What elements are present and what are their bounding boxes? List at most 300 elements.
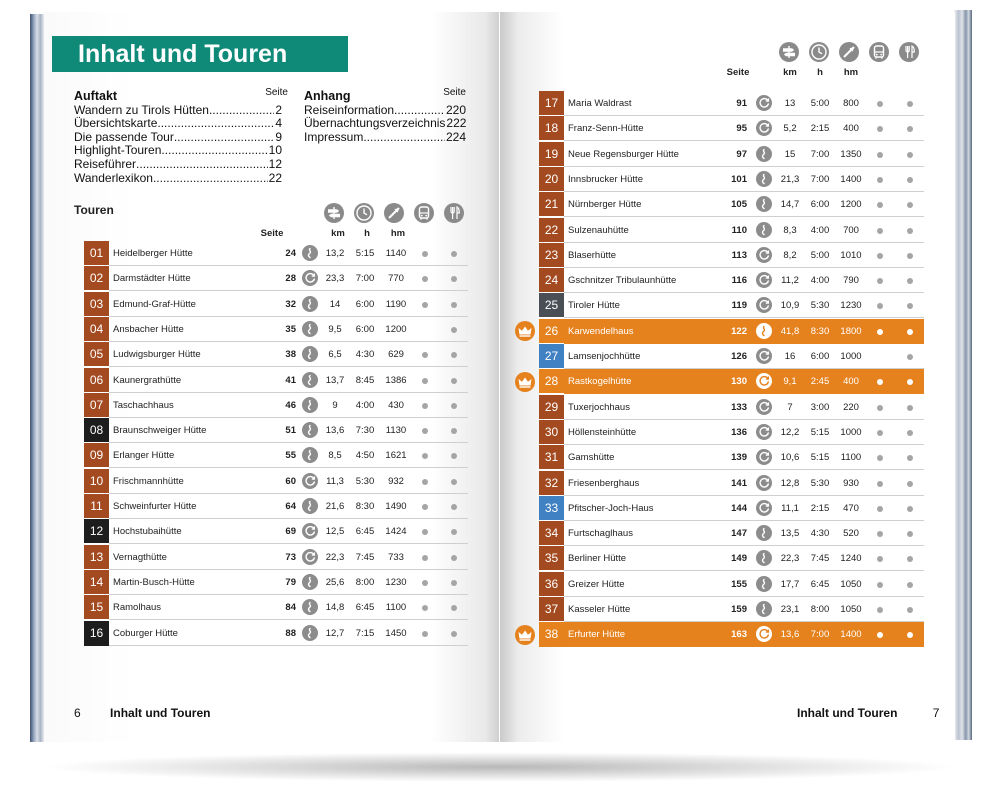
tour-number: 20 [539, 167, 564, 192]
tour-km: 23,1 [780, 604, 800, 615]
tour-row[interactable] [84, 519, 468, 544]
right-seite-column-header: Seite [726, 67, 750, 78]
auftakt-item-page: 22 [268, 170, 282, 185]
tour-number: 23 [539, 243, 564, 268]
tour-km: 8,5 [328, 450, 342, 462]
touren-heading: Touren [74, 203, 114, 217]
tour-name: Gschnitzer Tribulaunhütte [568, 275, 677, 287]
cutlery-icon [444, 203, 464, 223]
auftakt-item [74, 172, 282, 186]
anhang-item [304, 131, 466, 145]
tour-name: Darmstädter Hütte [113, 273, 191, 285]
tour-row[interactable] [84, 621, 468, 646]
linear-tour-icon [756, 171, 772, 187]
footer-left [74, 706, 210, 720]
anhang-item-page: 224 [445, 129, 466, 144]
tour-number: 22 [539, 218, 564, 243]
tour-duration: 8:00 [355, 576, 375, 588]
tour-number: 11 [84, 494, 109, 519]
food-available-dot [451, 327, 457, 333]
auftakt-item-label: Wanderlexikon [74, 170, 153, 185]
tour-km: 12,2 [780, 426, 800, 438]
auftakt-item-dots [161, 144, 267, 158]
round-tour-icon [756, 500, 772, 516]
food-available-dot [907, 202, 913, 208]
bus-available-dot [877, 556, 883, 562]
auftakt-item [74, 117, 282, 131]
tour-row[interactable] [539, 142, 924, 167]
tour-page: 88 [285, 627, 296, 639]
tour-name: Lamsenjochhütte [568, 351, 641, 362]
tour-km: 41,8 [780, 325, 800, 337]
anhang-toc [304, 87, 467, 144]
tour-elevation: 629 [388, 349, 404, 361]
tour-duration: 4:50 [355, 450, 375, 462]
tour-duration: 8:30 [355, 501, 375, 512]
tour-page: 113 [731, 249, 747, 261]
tour-elevation: 1386 [385, 374, 407, 386]
anhang-item-label: Übernachtungsverzeichnis [304, 116, 446, 131]
tour-duration: 5:15 [810, 452, 830, 464]
tour-duration: 4:00 [355, 399, 375, 411]
tour-name: Kaunergrathütte [113, 374, 182, 386]
signpost-icon [779, 42, 799, 62]
bus-available-dot [877, 126, 883, 132]
bus-available-dot [422, 403, 428, 409]
food-available-dot [451, 529, 457, 535]
tour-km: 11,2 [781, 275, 799, 287]
tour-duration: 4:30 [810, 528, 830, 540]
tour-row[interactable] [84, 418, 468, 443]
linear-tour-icon [756, 601, 772, 617]
tour-km: 21,3 [780, 173, 800, 185]
tour-elevation: 400 [843, 123, 859, 135]
tour-number: 03 [84, 292, 109, 317]
tour-km: 12,7 [325, 627, 345, 639]
tour-elevation: 1140 [385, 248, 407, 259]
tour-page: 133 [731, 401, 747, 413]
tour-name: Nürnberger Hütte [568, 199, 642, 211]
tour-page: 55 [285, 450, 296, 462]
highlight-crown-icon [515, 372, 535, 392]
tour-row[interactable] [539, 622, 924, 647]
tour-name: Frischmannhütte [113, 475, 184, 487]
tour-row[interactable] [539, 369, 924, 394]
tour-page: 69 [285, 526, 296, 538]
food-available-dot [907, 228, 913, 234]
tour-row[interactable] [84, 469, 468, 494]
tour-row[interactable] [539, 395, 924, 420]
anhang-item [304, 117, 466, 131]
tour-km: 14,8 [325, 602, 345, 614]
tour-name: Tiroler Hütte [568, 300, 620, 312]
tour-row[interactable] [539, 496, 924, 521]
tour-duration: 5:30 [810, 300, 830, 312]
tour-page: 60 [285, 475, 296, 487]
tour-page: 122 [731, 325, 747, 337]
tour-km: 22,3 [325, 551, 345, 563]
tour-name: Heidelberger Hütte [113, 248, 193, 259]
right-h-column-header: h [817, 67, 823, 78]
tour-page: 116 [731, 275, 747, 287]
food-available-dot [907, 126, 913, 132]
food-available-dot [907, 379, 913, 385]
tour-number: 24 [539, 268, 564, 293]
tour-row[interactable] [539, 268, 924, 293]
anhang-item-label: Impressum [304, 129, 364, 144]
auftakt-item-dots [209, 104, 274, 118]
tour-elevation: 1130 [385, 425, 407, 437]
round-tour-icon [756, 348, 772, 364]
tour-number: 33 [539, 496, 564, 521]
tour-row[interactable] [539, 572, 924, 597]
tour-row[interactable] [539, 218, 924, 243]
auftakt-item-label: Reiseführer [74, 156, 137, 171]
food-available-dot [907, 329, 913, 335]
tour-name: Karwendelhaus [568, 325, 634, 337]
food-available-dot [907, 632, 913, 638]
bus-available-dot [877, 481, 883, 487]
auftakt-item-label: Übersichtskarte [74, 116, 158, 131]
round-tour-icon [756, 272, 772, 288]
tour-page: 35 [285, 323, 296, 335]
food-available-dot [451, 378, 457, 384]
tour-elevation: 1190 [385, 298, 407, 310]
tour-name: Hochstubaihütte [113, 526, 182, 538]
tour-elevation: 1200 [840, 199, 862, 211]
tour-row[interactable] [539, 471, 924, 496]
tour-km: 21,6 [325, 501, 345, 512]
footer-right-page: 7 [932, 706, 940, 720]
page-title: Inhalt und Touren [52, 36, 348, 72]
highlight-crown-icon [515, 625, 535, 645]
food-available-dot [451, 302, 457, 308]
tour-duration: 7:00 [810, 629, 830, 641]
book-cover-edge-left [30, 14, 44, 742]
tour-row[interactable] [539, 243, 924, 268]
tour-elevation: 790 [843, 275, 859, 287]
tour-number: 32 [539, 471, 564, 496]
tour-elevation: 1010 [840, 249, 862, 261]
tour-page: 119 [731, 300, 747, 312]
tour-row[interactable] [539, 521, 924, 546]
tour-row[interactable] [539, 91, 924, 116]
tour-duration: 2:15 [810, 502, 830, 514]
tour-name: Gamshütte [568, 452, 615, 464]
tour-elevation: 733 [388, 551, 404, 563]
anhang-seite-label: Seite [443, 87, 466, 98]
tour-number: 15 [84, 595, 109, 620]
tour-row[interactable] [539, 192, 924, 217]
tour-name: Sulzenauhütte [568, 224, 629, 236]
linear-tour-icon [756, 196, 772, 212]
linear-tour-icon [302, 372, 318, 388]
auftakt-item [74, 104, 282, 118]
tour-duration: 6:00 [355, 298, 375, 310]
tour-number: 10 [84, 469, 109, 494]
bus-available-dot [422, 580, 428, 586]
tour-duration: 7:00 [355, 273, 375, 285]
linear-tour-icon [302, 346, 318, 362]
auftakt-item-label: Die passende Tour [74, 129, 174, 144]
tour-km: 10,9 [780, 300, 800, 312]
tour-page: 163 [731, 629, 747, 641]
food-available-dot [451, 580, 457, 586]
tour-elevation: 1240 [840, 553, 862, 565]
tour-elevation: 470 [843, 502, 859, 514]
tour-duration: 6:45 [355, 526, 375, 538]
food-available-dot [907, 152, 913, 158]
anhang-item-dots [363, 131, 445, 145]
tour-row[interactable] [539, 546, 924, 571]
auftakt-item-dots [157, 117, 274, 131]
tour-elevation: 1424 [385, 526, 407, 538]
food-available-dot [451, 605, 457, 611]
food-available-dot [451, 453, 457, 459]
tour-name: Neue Regensburger Hütte [568, 148, 679, 160]
tour-page: 64 [285, 501, 296, 512]
tour-km: 17,7 [780, 578, 800, 590]
tour-row[interactable] [539, 420, 924, 445]
round-tour-icon [756, 95, 772, 111]
tour-elevation: 220 [843, 401, 859, 413]
tour-row[interactable] [84, 443, 468, 468]
round-tour-icon [756, 373, 772, 389]
tour-name: Vernagthütte [113, 551, 167, 563]
bus-icon [869, 42, 889, 62]
bus-available-dot [877, 329, 883, 335]
auftakt-item-page: 10 [268, 143, 282, 158]
tour-row[interactable] [84, 545, 468, 570]
signpost-icon [324, 203, 344, 223]
anhang-item-page: 222 [446, 116, 467, 131]
auftakt-item-dots [136, 158, 268, 172]
tour-duration: 5:30 [810, 477, 830, 489]
bus-available-dot [422, 428, 428, 434]
food-available-dot [907, 430, 913, 436]
tour-number: 31 [539, 445, 564, 470]
tour-page: 130 [731, 376, 747, 388]
book-cover-edge-right [954, 10, 972, 740]
tour-duration: 5:30 [355, 475, 375, 487]
tour-km: 9,1 [783, 376, 797, 388]
food-available-dot [907, 607, 913, 613]
right-hm-column-header: hm [843, 67, 859, 78]
tour-duration: 2:45 [810, 376, 830, 388]
tour-page: 51 [285, 425, 296, 437]
left-seite-column-header: Seite [260, 228, 284, 239]
food-available-dot [907, 278, 913, 284]
tour-row[interactable] [84, 368, 468, 393]
tour-row[interactable] [539, 445, 924, 470]
round-tour-icon [756, 475, 772, 491]
anhang-item-label: Reiseinformation [304, 102, 395, 117]
compass-icon [839, 42, 859, 62]
round-tour-icon [302, 270, 318, 286]
round-tour-icon [756, 449, 772, 465]
round-tour-icon [302, 549, 318, 565]
tour-duration: 6:00 [810, 199, 830, 211]
bus-available-dot [877, 253, 883, 259]
auftakt-item [74, 144, 282, 158]
tour-km: 14,7 [780, 199, 800, 211]
tour-row[interactable] [539, 597, 924, 622]
tour-row[interactable] [84, 292, 468, 317]
bus-available-dot [877, 228, 883, 234]
auftakt-item [74, 158, 282, 172]
tour-row[interactable] [84, 342, 468, 367]
tour-page: 110 [731, 224, 747, 236]
tour-page: 155 [731, 578, 747, 590]
linear-tour-icon [302, 498, 318, 514]
tour-name: Greizer Hütte [568, 578, 625, 590]
tour-duration: 7:00 [810, 148, 830, 160]
tour-duration: 4:00 [810, 275, 830, 287]
round-tour-icon [756, 424, 772, 440]
tour-duration: 4:30 [355, 349, 375, 361]
auftakt-item-label: Wandern zu Tirols Hütten [74, 102, 209, 117]
tour-page: 38 [285, 349, 296, 361]
tour-row[interactable] [84, 494, 468, 519]
linear-tour-icon [756, 576, 772, 592]
tour-number: 02 [84, 266, 109, 291]
tour-row[interactable] [539, 344, 924, 369]
tour-row[interactable] [84, 595, 468, 620]
tour-elevation: 700 [843, 224, 859, 236]
tour-name: Edmund-Graf-Hütte [113, 298, 196, 310]
tour-elevation: 1230 [385, 576, 407, 588]
tour-page: 84 [285, 602, 296, 614]
tour-number: 18 [539, 116, 564, 141]
tour-km: 13,6 [780, 629, 800, 641]
tour-number: 12 [84, 519, 109, 544]
linear-tour-icon [302, 321, 318, 337]
tour-km: 12,5 [325, 526, 345, 538]
auftakt-toc [74, 87, 288, 185]
linear-tour-icon [302, 599, 318, 615]
footer-left-page: 6 [74, 706, 81, 720]
left-h-column-header: h [364, 228, 370, 239]
food-available-dot [907, 101, 913, 107]
tour-number: 28 [539, 369, 564, 394]
food-available-dot [907, 303, 913, 309]
tour-km: 8,2 [783, 249, 797, 261]
tour-row[interactable] [539, 293, 924, 318]
food-available-dot [451, 555, 457, 561]
book-shadow [40, 752, 960, 782]
auftakt-item [74, 131, 282, 145]
bus-available-dot [422, 479, 428, 485]
tour-number: 30 [539, 420, 564, 445]
bus-available-dot [877, 202, 883, 208]
tour-row[interactable] [84, 570, 468, 595]
tour-duration: 5:15 [355, 248, 375, 259]
tour-km: 13,5 [780, 528, 800, 540]
tour-elevation: 1450 [385, 627, 407, 639]
round-tour-icon [756, 626, 772, 642]
auftakt-item-page: 4 [275, 116, 282, 131]
tour-row[interactable] [539, 319, 924, 344]
bus-available-dot [877, 582, 883, 588]
tour-name: Pfitscher-Joch-Haus [568, 502, 654, 514]
linear-tour-icon [302, 245, 318, 261]
footer-left-title: Inhalt und Touren [110, 706, 211, 720]
food-available-dot [451, 251, 457, 257]
tour-elevation: 932 [388, 475, 404, 487]
food-available-dot [451, 479, 457, 485]
tour-row[interactable] [84, 241, 468, 266]
tour-page: 97 [736, 148, 747, 160]
tour-row[interactable] [84, 266, 468, 291]
food-available-dot [451, 276, 457, 282]
tour-page: 73 [285, 551, 296, 563]
tour-page: 144 [731, 502, 747, 514]
tour-row[interactable] [539, 116, 924, 141]
tour-name: Erlanger Hütte [113, 450, 175, 462]
tour-number: 16 [84, 621, 109, 646]
bus-available-dot [877, 607, 883, 613]
tour-elevation: 1100 [840, 452, 862, 464]
linear-tour-icon [302, 397, 318, 413]
tour-elevation: 1400 [840, 173, 862, 185]
left-km-column-header: km [331, 228, 345, 239]
bus-available-dot [422, 352, 428, 358]
tour-page: 91 [736, 98, 747, 109]
tour-page: 79 [285, 576, 296, 588]
footer-right-title: Inhalt und Touren [797, 706, 898, 720]
tour-number: 09 [84, 443, 109, 468]
tour-row[interactable] [84, 317, 468, 342]
tour-number: 26 [539, 319, 564, 344]
tour-name: Ramolhaus [113, 602, 162, 614]
bus-icon [414, 203, 434, 223]
clock-icon [809, 42, 829, 62]
tour-number: 36 [539, 572, 564, 597]
footer-right [797, 706, 939, 720]
bus-available-dot [877, 152, 883, 158]
tour-number: 05 [84, 342, 109, 367]
tour-duration: 5:00 [810, 249, 830, 261]
tour-page: 126 [731, 351, 747, 362]
tour-km: 13 [784, 98, 796, 109]
tour-elevation: 430 [388, 399, 404, 411]
auftakt-item-page: 2 [275, 102, 282, 117]
tour-elevation: 1350 [840, 148, 862, 160]
food-available-dot [907, 481, 913, 487]
tour-duration: 6:45 [810, 578, 830, 590]
tour-duration: 7:15 [355, 627, 375, 639]
round-tour-icon [756, 399, 772, 415]
tour-number: 38 [539, 622, 564, 647]
tour-number: 29 [539, 395, 564, 420]
bus-available-dot [422, 251, 428, 257]
tour-name: Taschachhaus [113, 399, 174, 411]
food-available-dot [451, 428, 457, 434]
tour-row[interactable] [84, 393, 468, 418]
tour-page: 24 [285, 248, 296, 259]
food-available-dot [907, 177, 913, 183]
tour-name: Furtschaglhaus [568, 528, 633, 540]
tour-duration: 6:00 [355, 323, 375, 335]
tour-duration: 3:00 [810, 401, 830, 413]
anhang-heading: Anhang [304, 89, 351, 103]
tour-km: 25,6 [325, 576, 345, 588]
tour-row[interactable] [539, 167, 924, 192]
tour-km: 22,3 [780, 553, 800, 565]
round-tour-icon [756, 247, 772, 263]
food-available-dot [907, 556, 913, 562]
linear-tour-icon [302, 447, 318, 463]
